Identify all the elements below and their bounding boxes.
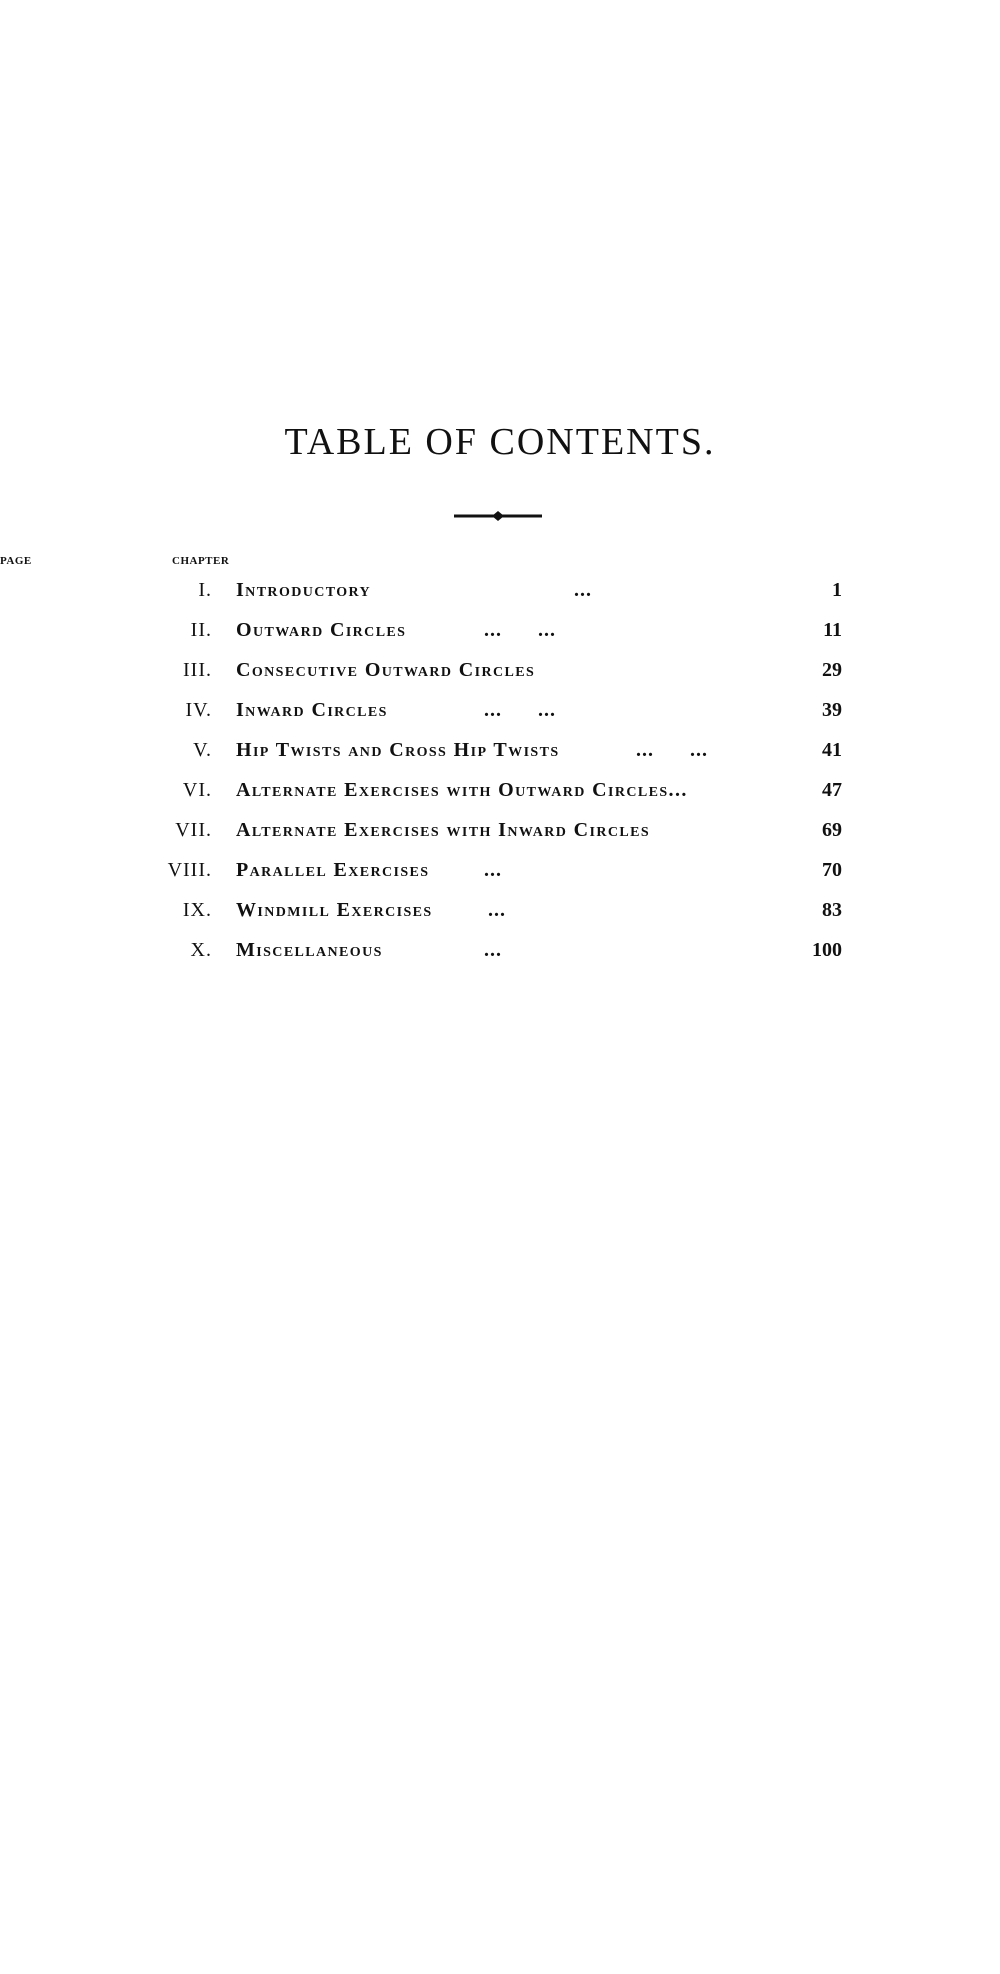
chapter-title: Miscellaneous xyxy=(236,939,383,961)
chapter-number: V. xyxy=(193,739,212,761)
leader-dots: ... xyxy=(484,859,502,881)
page-number: 70 xyxy=(822,859,842,881)
chapter-title: Alternate Exercises with Inward Circles xyxy=(236,819,651,841)
leader-dots: ... xyxy=(484,939,502,961)
page-column-header: PAGE xyxy=(0,555,32,567)
chapter-column-header: CHAPTER xyxy=(172,555,230,567)
page-number: 100 xyxy=(812,939,842,961)
toc-entry xyxy=(0,690,1000,730)
toc-entry xyxy=(0,890,1000,930)
toc-entry xyxy=(0,850,1000,890)
chapter-title: Windmill Exercises xyxy=(236,899,433,921)
page-number: 41 xyxy=(822,739,842,761)
chapter-title: Outward Circles xyxy=(236,619,407,641)
chapter-number: I. xyxy=(198,579,212,601)
page-number: 83 xyxy=(822,899,842,921)
page-title: TABLE OF CONTENTS. xyxy=(284,421,716,463)
page-number: 39 xyxy=(822,699,842,721)
chapter-number: IX. xyxy=(182,899,212,921)
chapter-title: Parallel Exercises xyxy=(236,859,430,881)
chapter-number: X. xyxy=(190,939,212,961)
chapter-title: Consecutive Outward Circles xyxy=(236,659,536,681)
chapter-title: Alternate Exercises with Outward Circles... xyxy=(236,779,688,801)
chapter-title: Introductory xyxy=(236,579,372,601)
toc-entry xyxy=(0,770,1000,810)
toc-entry xyxy=(0,610,1000,650)
leader-dots: ... ... xyxy=(484,619,556,641)
leader-dots: ... ... xyxy=(484,699,556,721)
leader-dots: ... xyxy=(574,579,592,601)
chapter-title: Hip Twists and Cross Hip Twists xyxy=(236,739,560,761)
toc-entry xyxy=(0,730,1000,770)
toc-entry xyxy=(0,650,1000,690)
page-number: 47 xyxy=(822,779,842,801)
leader-dots: ... xyxy=(488,899,506,921)
chapter-number: VIII. xyxy=(167,859,212,881)
chapter-number: VII. xyxy=(175,819,212,841)
page-number: 11 xyxy=(823,619,842,641)
chapter-title: Inward Circles xyxy=(236,699,388,721)
toc-entry xyxy=(0,570,1000,610)
chapter-number: II. xyxy=(190,619,212,641)
page-number: 69 xyxy=(822,819,842,841)
leader-dots: ... ... xyxy=(636,739,708,761)
horizontal-rule-ornament-icon xyxy=(452,508,544,522)
toc-entry xyxy=(0,930,1000,970)
page-number: 1 xyxy=(832,579,842,601)
chapter-number: III. xyxy=(183,659,212,681)
page-number: 29 xyxy=(822,659,842,681)
chapter-number: VI. xyxy=(182,779,212,801)
chapter-number: IV. xyxy=(185,699,212,721)
toc-entry xyxy=(0,810,1000,850)
